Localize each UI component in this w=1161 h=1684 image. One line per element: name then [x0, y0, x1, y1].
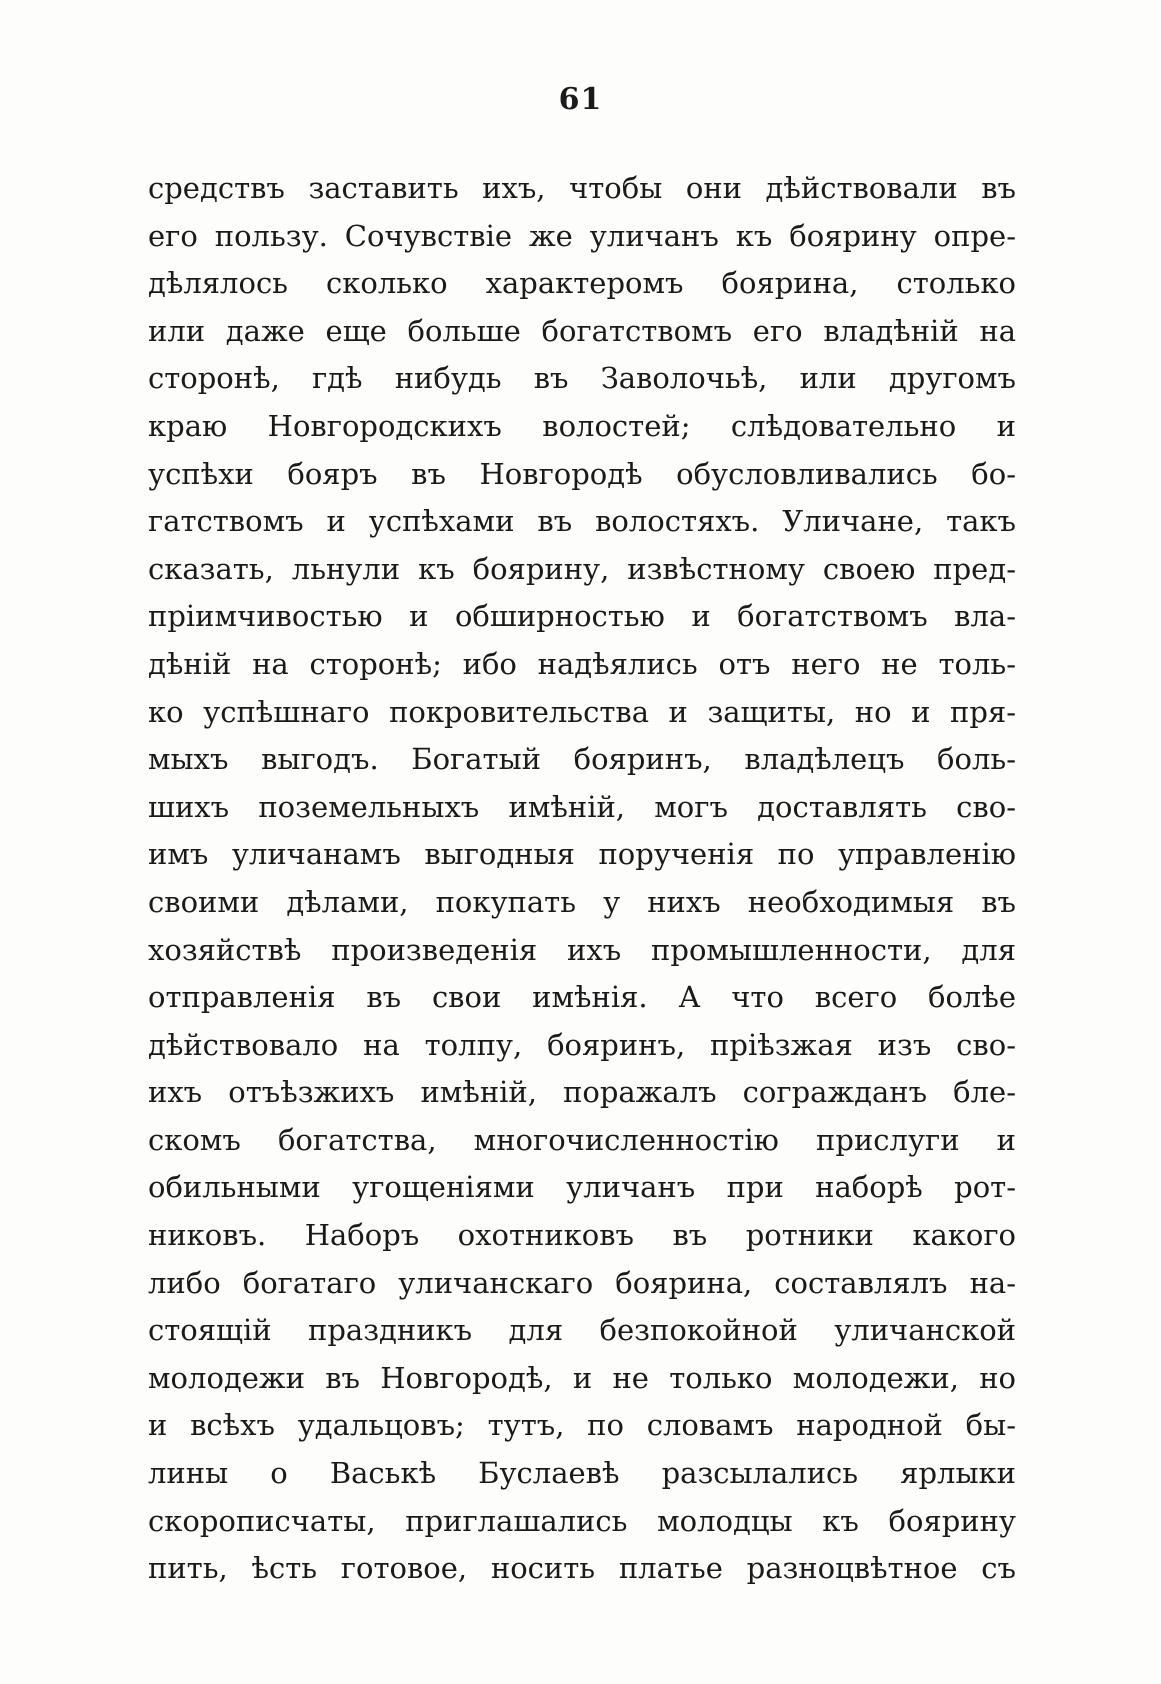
text-line: либо богатаго уличанскаго боярина, составлялъ на- — [148, 1265, 1016, 1300]
text-line: дѣйствовало на толпу, бояринъ, пріѣзжая изъ сво- — [148, 1027, 1016, 1062]
text-line: или даже еще больше богатствомъ его владѣній на — [148, 313, 1016, 348]
text-line: шихъ поземельныхъ имѣній, могъ доставлять сво- — [148, 789, 1016, 824]
text-line: и всѣхъ удальцовъ; тутъ, по словамъ народной бы- — [148, 1408, 1016, 1443]
text-line: гатствомъ и успѣхами въ волостяхъ. Уличане, такъ — [148, 504, 1016, 539]
text-line: хозяйствѣ произведенія ихъ промышленности, для — [148, 932, 1016, 967]
text-line: краю Новгородскихъ волостей; слѣдовательно и — [148, 408, 1016, 443]
text-line: имъ уличанамъ выгодныя порученія по управленію — [148, 837, 1016, 872]
text-line: ихъ отъѣзжихъ имѣній, поражалъ согражданъ бле- — [148, 1075, 1016, 1110]
text-line: успѣхи бояръ въ Новгородѣ обусловливались бо- — [148, 456, 1016, 491]
text-line: своими дѣлами, покупать у нихъ необходимыя въ — [148, 884, 1016, 919]
text-line: сторонѣ, гдѣ нибудь въ Заволочьѣ, или другомъ — [148, 361, 1016, 396]
text-line: никовъ. Наборъ охотниковъ въ ротники какого — [148, 1218, 1016, 1253]
text-line: пріимчивостью и обширностью и богатствомъ вла- — [148, 599, 1016, 634]
text-line: лины о Васькѣ Буслаевѣ разсылались ярлыки — [148, 1456, 1016, 1491]
text-line: дѣлялось сколько характеромъ боярина, столько — [148, 266, 1016, 301]
text-line: обильными угощеніями уличанъ при наборѣ рот- — [148, 1170, 1016, 1205]
text-line: скорописчаты, приглашались молодцы къ боярину — [148, 1503, 1016, 1538]
text-line: дѣній на сторонѣ; ибо надѣялись отъ него не толь- — [148, 646, 1016, 681]
page-number: 61 — [558, 82, 603, 117]
text-line: средствъ заставить ихъ, чтобы они дѣйствовали въ — [148, 171, 1016, 205]
text-line: стоящій праздникъ для безпокойной уличанской — [148, 1313, 1016, 1348]
text-line: ко успѣшнаго покровительства и защиты, но и пря- — [148, 694, 1016, 729]
text-line: сказать, льнули къ боярину, извѣстному своею пред- — [148, 551, 1016, 586]
body-text — [148, 165, 1016, 1593]
text-line: мыхъ выгодъ. Богатый бояринъ, владѣлецъ боль- — [148, 742, 1016, 777]
text-line: молодежи въ Новгородѣ, и не только молодежи, но — [148, 1360, 1016, 1395]
text-line: пить, ѣсть готовое, носить платье разноцвѣтное съ — [148, 1551, 1016, 1586]
text-line: отправленія въ свои имѣнія. А что всего болѣе — [148, 980, 1016, 1015]
text-line: скомъ богатства, многочисленностію прислуги и — [148, 1122, 1016, 1157]
text-line: его пользу. Сочувствіе же уличанъ къ боярину опре- — [148, 218, 1016, 253]
